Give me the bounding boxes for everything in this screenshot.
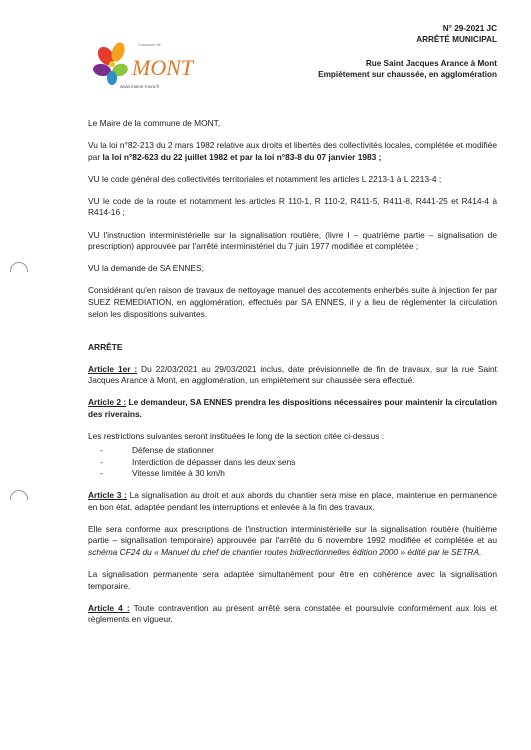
subject-street: Rue Saint Jacques Arance à Mont — [365, 59, 497, 68]
logo-tagline: Commune de — [138, 43, 161, 47]
article-4: Article 4 : Toute contravention au présent arrêté sera constatée et poursuivie conformément aux lois et règlements en vigueur. — [88, 602, 497, 625]
vu-instruction-paragraph: VU l'instruction interministérielle sur la signalisation routière, (livre I – quatrième partie – signalisation de prescription) approuvée par l'arrêté interministériel du 7 juin 1977 modifiée et complétée ; — [88, 229, 497, 252]
article-3-label: Article 3 : — [88, 489, 127, 500]
signalisation-permanente-paragraph: La signalisation permanente sera adaptée simultanément pour être en cohérence avec la signalisation temporaire. — [88, 568, 497, 591]
punch-hole-top — [10, 262, 28, 272]
svg-text:MONT: MONT — [132, 55, 194, 80]
intro-paragraph: Le Maire de la commune de MONT, — [88, 118, 221, 128]
arrete-heading: ARRÊTE — [88, 342, 123, 353]
restrictions-intro: Les restrictions suivantes seront instituées le long de la section citée ci-dessus : — [88, 431, 385, 442]
article-2-label: Article 2 : — [88, 397, 127, 408]
list-item: - Vitesse limitée à 30 km/h — [132, 468, 497, 480]
conformite-paragraph: Elle sera conforme aux prescriptions de l'instruction interministérielle sur la signalisation routière (huitième partie – signalisation temporaire) approuvée par l'arrêté du 6 novembre 1992 modifiée et complétée et au schéma CF24 du « Manuel du chef de chantier routes bidirectionnelles édition 2000 » édité par le SETRA. — [88, 523, 497, 557]
arrete-type: ARRÊTÉ MUNICIPAL — [416, 35, 497, 45]
arrete-number: N° 29-2021 JC — [442, 24, 497, 33]
article-3: Article 3 : La signalisation au droit et aux abords du chantier sera mise en place, maintenue en permanence en bon état, adaptée pendant les interruptions et enlevée à la fin des travaux. — [88, 489, 497, 512]
vu-cgct-paragraph: VU le code général des collectivités territoriales et notamment les articles L 2213-1 à L 2213-4 ; — [88, 173, 442, 184]
subject-description: Empiètement sur chaussée, en agglomération — [318, 70, 497, 80]
considerant-paragraph: Considérant qu'en raison de travaux de nettoyage manuel des accotements enherbés suite à injection fer par SUEZ REMEDIATION, en agglomération, effectués par SA ENNES, il y a lieu de réglementer la circulation selon les dispositions suivantes. — [88, 285, 497, 319]
logo-website: www.mairie-mont.fr — [120, 84, 160, 89]
mont-logo — [92, 40, 210, 92]
list-item: - Défense de stationner — [132, 445, 497, 457]
vu-code-route-paragraph: VU le code de la route et notamment les articles R 110-1, R 110-2, R411-5, R411-8, R441-25 et R414-4 à R414-16 ; — [88, 195, 497, 218]
restrictions-list — [88, 445, 497, 480]
arrete-subject — [318, 58, 497, 80]
vu-demande-paragraph: VU la demande de SA ENNES; — [88, 263, 204, 274]
arrete-reference-block — [416, 23, 497, 45]
list-item: - Interdiction de dépasser dans les deux sens — [132, 457, 497, 469]
article-2: Article 2 : Le demandeur, SA ENNES prendra les dispositions nécessaires pour maintenir la circulation des riverains. — [88, 397, 497, 419]
vu-loi-paragraph: Vu la loi n°82-213 du 2 mars 1982 relative aux droits et libertés des collectivités locales, complétée et modifiée par la loi n°82-623 du 22 juillet 1982 et par la loi n°83-8 du 07 janvier 1983 ; — [88, 140, 497, 162]
article-1-label: Article 1er : — [88, 363, 138, 374]
document-body — [88, 118, 497, 636]
punch-hole-bottom — [10, 490, 28, 500]
article-1: Article 1er : Du 22/03/2021 au 29/03/2021 inclus, date prévisionnelle de fin de travaux, sur la rue Saint Jacques Arance à Mont, en agglomération, un empiètement sur chaussée sera effectué. — [88, 363, 497, 386]
article-4-label: Article 4 : — [88, 602, 130, 613]
